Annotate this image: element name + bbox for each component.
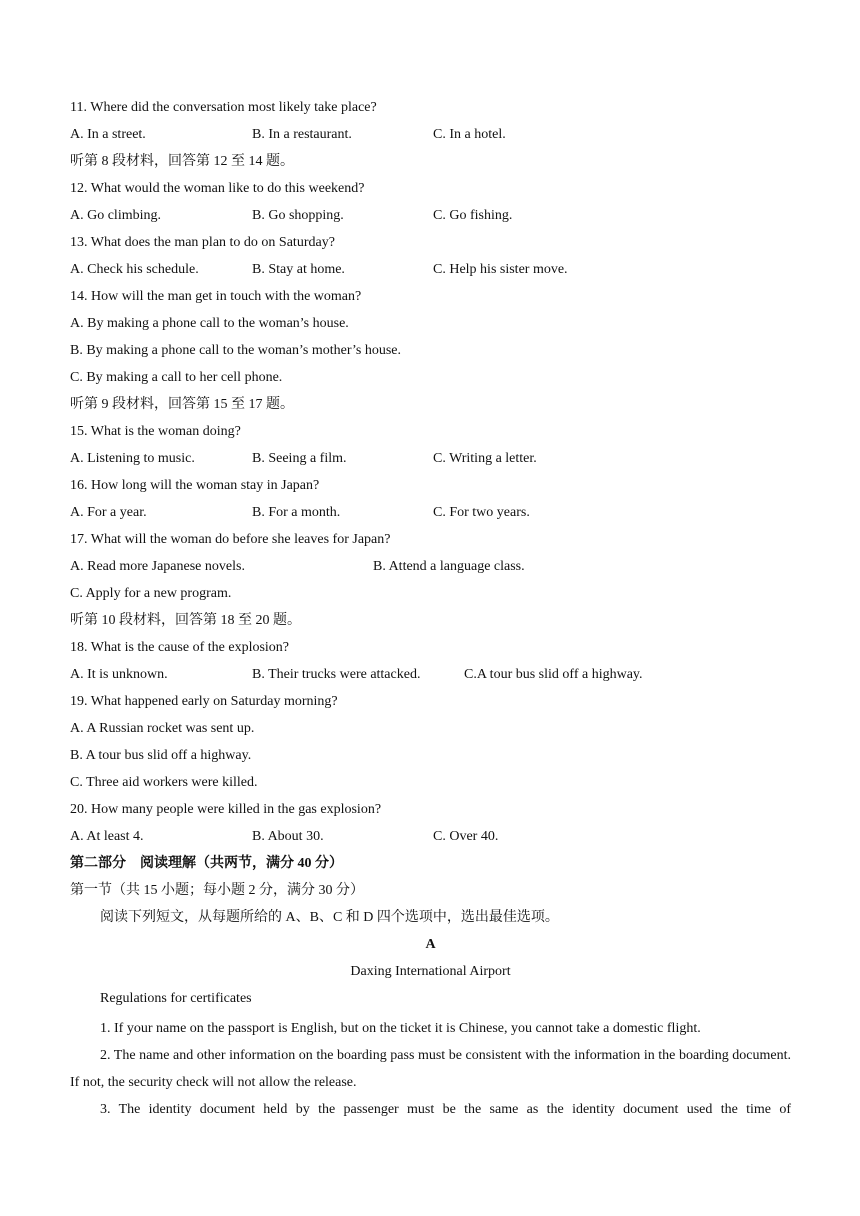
option-a: A. By making a phone call to the woman’s house. (70, 316, 349, 331)
option-b: B. Their trucks were attacked. (252, 667, 421, 682)
regulation-3: 3. The identity document held by the passenger must be the same as the identity document used the time of (100, 1102, 791, 1117)
question-20-options (70, 826, 791, 853)
exam-page (70, 97, 791, 1123)
question-13-stem: 13. What does the man plan to do on Saturday? (70, 235, 335, 250)
question-11-stem: 11. Where did the conversation most likely take place? (70, 100, 377, 115)
option-a: A. It is unknown. (70, 667, 168, 682)
question-16-options (70, 502, 791, 529)
passage-label: A (425, 937, 436, 952)
option-a: A. Listening to music. (70, 451, 195, 466)
option-c: C.A tour bus slid off a highway. (464, 667, 643, 682)
option-b: B. Seeing a film. (252, 451, 347, 466)
option-b: B. By making a phone call to the woman’s mother’s house. (70, 343, 402, 358)
option-c: C. Go fishing. (433, 208, 513, 223)
question-17-options (70, 556, 791, 583)
section-10-instruction: 听第 10 段材料，回答第 18 至 20 题。 (70, 613, 301, 628)
reading-instruction: 阅读下列短文，从每题所给的 A、B、C 和 D 四个选项中，选出最佳选项。 (100, 910, 559, 925)
option-a: A. Read more Japanese novels. (70, 559, 245, 574)
option-a: A. For a year. (70, 505, 147, 520)
option-a: A. Check his schedule. (70, 262, 199, 277)
option-c: C. Over 40. (433, 829, 499, 844)
question-16-stem: 16. How long will the woman stay in Japan? (70, 478, 320, 493)
option-b: B. Go shopping. (252, 208, 344, 223)
option-c: C. By making a call to her cell phone. (70, 370, 283, 385)
option-a: A. Go climbing. (70, 208, 161, 223)
passage-title: Daxing International Airport (350, 964, 511, 979)
option-b: B. Stay at home. (252, 262, 345, 277)
regulation-1: 1. If your name on the passport is English, but on the ticket it is Chinese, you cannot take a domestic flight. (100, 1021, 701, 1036)
question-19-stem: 19. What happened early on Saturday morning? (70, 694, 338, 709)
question-20-stem: 20. How many people were killed in the gas explosion? (70, 802, 382, 817)
section-9-instruction: 听第 9 段材料，回答第 15 至 17 题。 (70, 397, 294, 412)
question-18-options (70, 664, 791, 691)
question-15-stem: 15. What is the woman doing? (70, 424, 241, 439)
option-b: B. Attend a language class. (373, 559, 525, 574)
question-18-stem: 18. What is the cause of the explosion? (70, 640, 290, 655)
option-b: B. In a restaurant. (252, 127, 352, 142)
option-a: A. In a street. (70, 127, 146, 142)
section-8-instruction: 听第 8 段材料，回答第 12 至 14 题。 (70, 154, 294, 169)
question-14-stem: 14. How will the man get in touch with the woman? (70, 289, 362, 304)
option-c: C. Writing a letter. (433, 451, 537, 466)
option-b: B. About 30. (252, 829, 324, 844)
option-a: A. A Russian rocket was sent up. (70, 721, 255, 736)
regulation-2: 2. The name and other information on the boarding pass must be consistent with the information in the boarding document. If not, the security check will not allow the release. (70, 1048, 791, 1090)
option-c: C. Apply for a new program. (70, 586, 232, 601)
option-c: C. Help his sister move. (433, 262, 568, 277)
question-15-options (70, 448, 791, 475)
option-b: B. A tour bus slid off a highway. (70, 748, 252, 763)
option-a: A. At least 4. (70, 829, 144, 844)
option-c: C. For two years. (433, 505, 530, 520)
question-13-options (70, 259, 791, 286)
part-2-heading: 第二部分 阅读理解（共两节，满分 40 分） (70, 856, 343, 871)
option-b: B. For a month. (252, 505, 341, 520)
question-17-stem: 17. What will the woman do before she leaves for Japan? (70, 532, 391, 547)
question-12-stem: 12. What would the woman like to do this weekend? (70, 181, 365, 196)
option-c: C. Three aid workers were killed. (70, 775, 258, 790)
question-12-options (70, 205, 791, 232)
question-11-options (70, 124, 791, 151)
section-1-heading: 第一节（共 15 小题；每小题 2 分，满分 30 分） (70, 883, 364, 898)
regulations-heading: Regulations for certificates (100, 991, 252, 1006)
option-c: C. In a hotel. (433, 127, 506, 142)
